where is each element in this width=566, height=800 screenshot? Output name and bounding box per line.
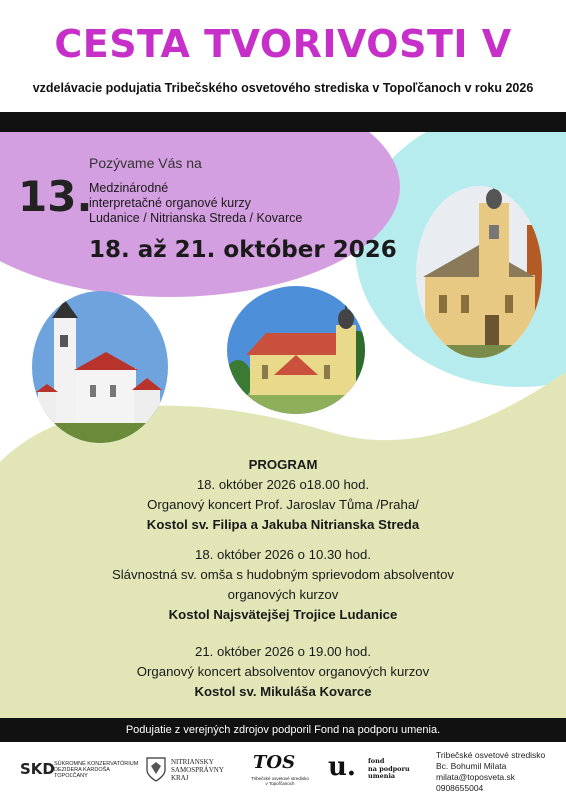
skd-logo — [20, 758, 140, 786]
fpu-logo-text — [368, 758, 410, 781]
skd-logo-mark: SKD — [20, 760, 55, 778]
skd-text-line-3: TOPOĽČANY — [54, 773, 88, 779]
event-2-venue: Kostol Najsvätejšej Trojice Ludanice — [168, 607, 398, 622]
support-note: Podujatie z verejných zdrojov podporil Fond na podporu umenia. — [125, 724, 441, 736]
event-1-description: Organový koncert Prof. Jaroslav Tůma /Praha/ — [147, 497, 419, 512]
church-photo-nitrianska-streda — [226, 285, 366, 415]
contact-email[interactable]: milata@toposveta.sk — [436, 772, 516, 782]
course-title — [89, 181, 302, 226]
skd-text-line-1: SÚKROMNÉ KONZERVATÓRIUM — [54, 761, 139, 767]
invite-line: Pozývame Vás na — [89, 155, 202, 171]
event-3-date: 21. október 2026 o 19.00 hod. — [195, 644, 371, 659]
program-section — [0, 455, 566, 535]
course-line-1: Medzinárodné — [89, 181, 169, 195]
event-dates: 18. až 21. október 2026 — [89, 237, 397, 263]
contact-phone: 0908655004 — [436, 783, 484, 793]
fpu-text-line-1: fond — [368, 757, 385, 765]
event-3-venue: Kostol sv. Mikuláša Kovarce — [194, 684, 372, 699]
fpu-logo-mark: u. — [328, 752, 356, 782]
contact-org: Tribečské osvetové stredisko — [436, 750, 546, 760]
nsk-text-line-2: SAMOSPRÁVNY — [171, 766, 224, 774]
program-event-2 — [0, 545, 566, 625]
nsk-text-line-1: NITRIANSKY — [171, 758, 214, 766]
contact-name: Bc. Bohumil Milata — [436, 761, 507, 771]
poster-title: CESTA TVORIVOSTI V — [54, 22, 512, 66]
church-photo-kovarce — [415, 185, 543, 360]
nsk-logo-text — [171, 758, 224, 782]
fpu-text-line-3: umenia — [368, 772, 396, 780]
top-black-bar — [0, 112, 566, 132]
event-1-date: 18. október 2026 o18.00 hod. — [196, 477, 370, 492]
program-event-3 — [0, 642, 566, 702]
event-3-description: Organový koncert absolventov organových kurzov — [136, 664, 430, 679]
course-line-3: Ludanice / Nitrianska Streda / Kovarce — [89, 211, 303, 225]
nsk-text-line-3: KRAJ — [171, 774, 189, 782]
event-2-description-line-2: organových kurzov — [227, 587, 339, 602]
event-2-date: 18. október 2026 o 10.30 hod. — [195, 547, 371, 562]
fpu-logo — [328, 752, 418, 788]
tos-text-line-2: v Topoľčanoch — [265, 781, 295, 786]
skd-text-line-2: DEZIDERA KARDOŠA — [54, 767, 110, 773]
tos-logo-text — [249, 776, 311, 786]
fpu-text-line-2: na podporu — [368, 764, 410, 773]
poster-subtitle: vzdelávacie podujatia Tribečského osvetového strediska v Topoľčanoch v roku 2026 — [32, 81, 534, 95]
contact-info — [436, 750, 545, 794]
tos-text-line-1: Tribečské osvetové stredisko — [251, 776, 309, 781]
program-heading: PROGRAM — [248, 457, 318, 472]
event-2-description-line-1: Slávnostná sv. omša s hudobným sprievodom absolventov — [111, 567, 455, 582]
edition-number: 13. — [18, 172, 93, 221]
course-line-2: interpretačné organové kurzy — [89, 196, 251, 210]
nsk-crest-icon — [145, 756, 167, 782]
nsk-logo — [145, 756, 230, 786]
church-photo-ludanice — [30, 290, 170, 445]
tos-logo — [245, 752, 315, 788]
skd-logo-text — [54, 761, 138, 779]
event-1-venue: Kostol sv. Filipa a Jakuba Nitrianska Streda — [146, 517, 420, 532]
tos-logo-mark: TOS — [253, 752, 296, 773]
